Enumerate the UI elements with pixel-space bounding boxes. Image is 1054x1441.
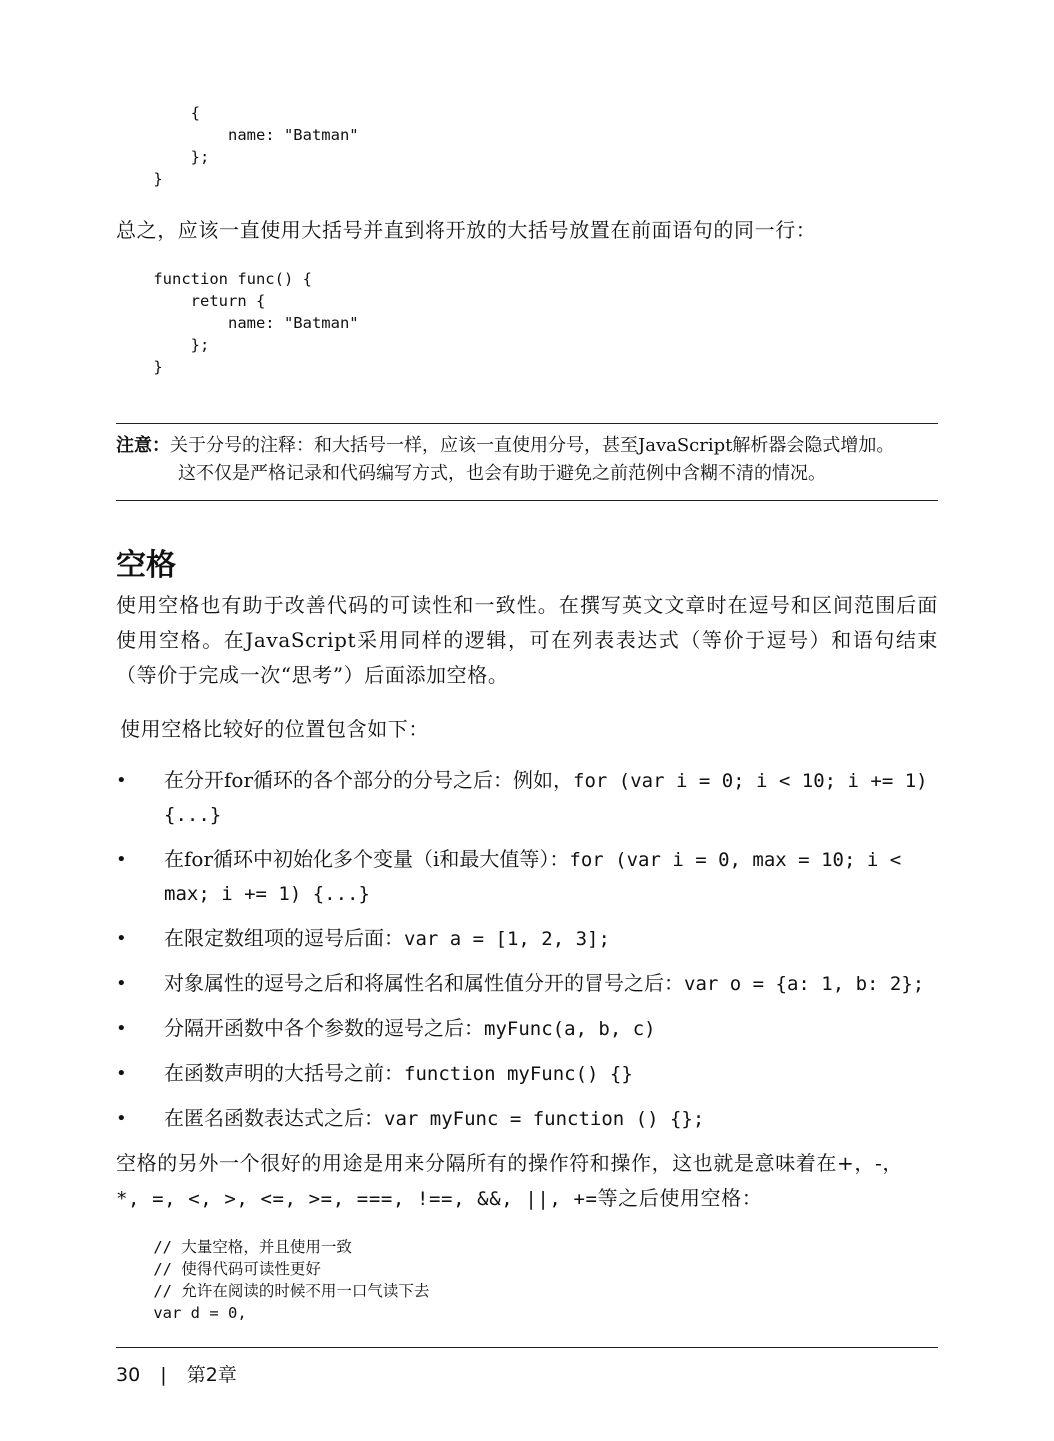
paragraph-spaces: 使用空格也有助于改善代码的可读性和一致性。在撰写英文文章时在逗号和区间范围后面使用空格。在JavaScript采用同样的逻辑，可在列表表达式（等价于逗号）和语句结束（等价于完成一次“思考”）后面添加空格。 <box>116 593 938 687</box>
note-box <box>116 432 938 488</box>
paragraph-operators-line-2: 等之后使用空格： <box>597 1186 763 1210</box>
paragraph-operators <box>116 1146 938 1217</box>
note-line-1: 关于分号的注释：和大括号一样，应该一直使用分号，甚至JavaScript解析器会隐式增加。 <box>170 435 895 456</box>
page-footer <box>116 1360 237 1387</box>
footer-rule <box>116 1347 938 1348</box>
paragraph-positions: 使用空格比较好的位置包含如下： <box>120 717 429 741</box>
list-item: • 在for循环中初始化多个变量（i和最大值等）：for (var i = 0, max = 10; i < max; i += 1) {...} <box>116 843 938 911</box>
bullet-list <box>116 764 938 1147</box>
section-heading: 空格 <box>116 548 176 583</box>
note-rule-top <box>116 423 938 424</box>
code-block-func: function func() { return { name: "Batman" }; } <box>153 270 359 376</box>
list-item: • 在函数声明的大括号之前：function myFunc() {} <box>116 1057 938 1091</box>
note-line-2: 这不仅是严格记录和代码编写方式，也会有助于避免之前范例中含糊不清的情况。 <box>178 463 826 484</box>
paragraph-operators-line-1: 空格的另外一个很好的用途是用来分隔所有的操作符和操作，这也就是意味着在+，-， <box>116 1151 903 1175</box>
note-label: 注意： <box>116 435 170 456</box>
list-item: • 在分开for循环的各个部分的分号之后：例如，for (var i = 0; i < 10; i += 1) {...} <box>116 764 938 832</box>
note-rule-bottom <box>116 500 938 501</box>
code-block-top: { name: "Batman" }; } <box>153 104 359 188</box>
code-block-bottom: // 大量空格，并且使用一致 // 使得代码可读性更好 // 允许在阅读的时候不用一口气读下去 var d = 0, <box>153 1238 430 1322</box>
list-item: • 在匿名函数表达式之后：var myFunc = function () {}; <box>116 1102 938 1136</box>
paragraph-summary: 总之，应该一直使用大括号并直到将开放的大括号放置在前面语句的同一行： <box>116 218 817 242</box>
page-number: 30 <box>116 1364 141 1386</box>
list-item: • 分隔开函数中各个参数的逗号之后：myFunc(a, b, c) <box>116 1012 938 1046</box>
chapter-label: 第2章 <box>186 1364 237 1386</box>
operators-code: *, =, <, >, <=, >=, ===, !==, &&, ||, += <box>116 1188 598 1210</box>
list-item: • 在限定数组项的逗号后面：var a = [1, 2, 3]; <box>116 922 938 956</box>
list-item: • 对象属性的逗号之后和将属性名和属性值分开的冒号之后：var o = {a: 1, b: 2}; <box>116 967 938 1001</box>
footer-separator: | <box>160 1364 167 1386</box>
